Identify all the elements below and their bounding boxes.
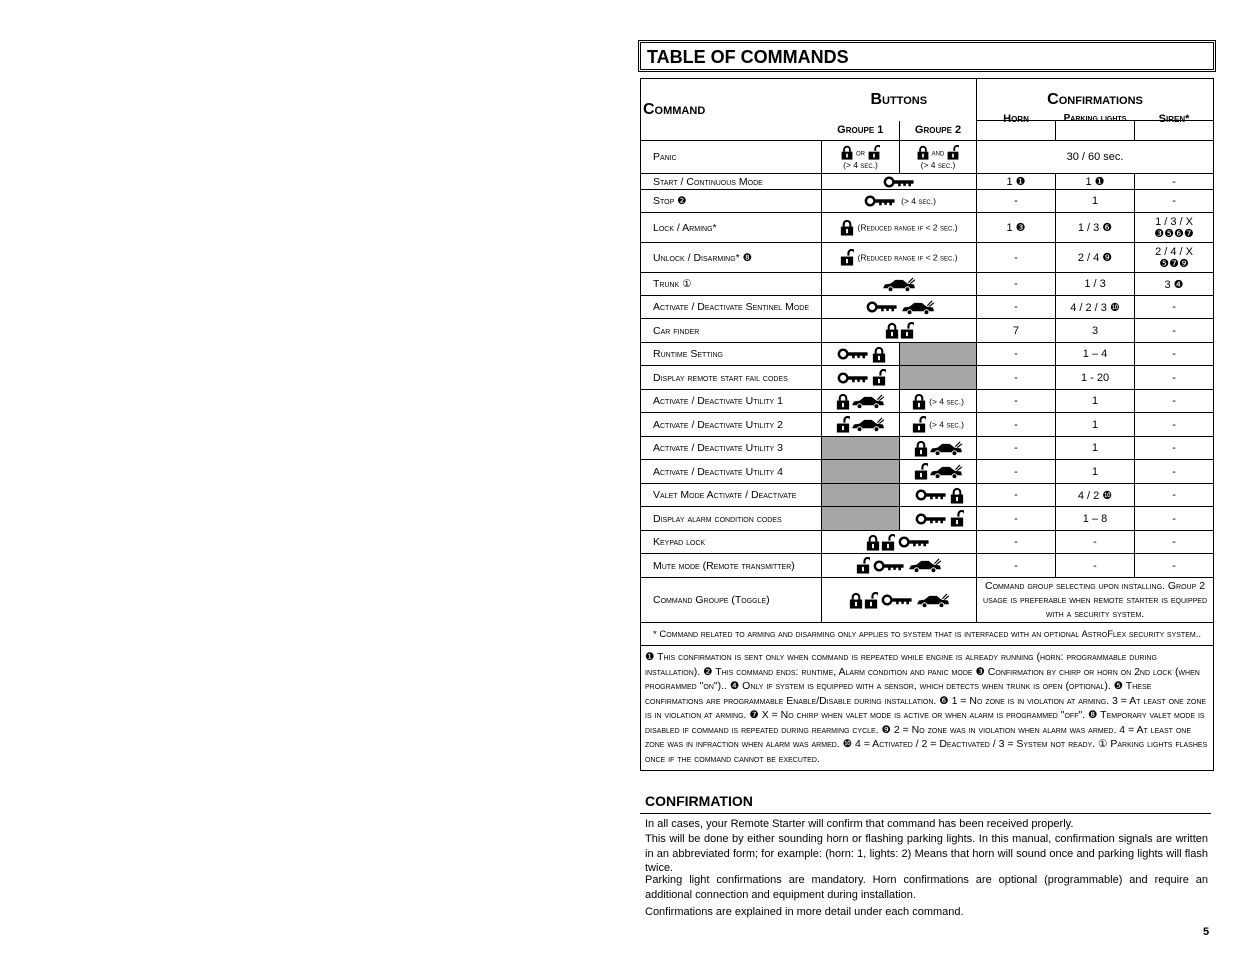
siren-value: 1 / 3 / X — [1155, 215, 1193, 228]
confirmation-notes: ❶ This confirmation is sent only when command is repeated while engine is already running (horn: programmable during installation). ❷ This command ends: runtime, Alarm condition and panic mode ❸ Confirmation by chirp or horn on 2nd lock (when programmed "on").. ❹ Only if system is equipped with a sensor, which detects when trunk is open (optional). ❺ These confirmations are programmable Enable/Disable during installation. ❻ 1 = No zone is in violation at arming. 3 = At least one zone is in violation at arming. ❼ X = No chirp when valet mode is active or when alarm is programmed "off". ❽ Temporary valet mode is disabled if command is repeated during rearming cycle. ❾ 2 = No zone was in violation when alarm was armed. 4 = At least one zone was in infraction when alarm was armed. ❿ 4 = Activated / 2 = Deactivated / 3 = System not ready. ① Parking lights flashes once if the command cannot be executed. — [641, 646, 1214, 771]
siren-cell: - — [1135, 484, 1214, 507]
groupe2-header-cell — [900, 121, 977, 141]
unlock-icon — [840, 249, 854, 266]
horn-cell: - — [977, 243, 1056, 273]
table-row — [641, 319, 1214, 343]
buttons-cell — [822, 554, 977, 578]
siren-notes: ❺❼❾ — [1159, 257, 1189, 270]
car-trunk-icon — [908, 558, 942, 573]
siren-header: Siren* — [1158, 113, 1190, 125]
horn-header-cell — [977, 113, 1056, 141]
confirmation-paragraph-2: This will be done by either sounding horn or flashing parking lights. In this manual, confirmation signals are written in an abbreviated form; for example: (horn: 1, lights: 2) Means that horn will sound once and parking lights will flash twice. — [645, 833, 1208, 874]
siren-cell: - — [1135, 190, 1214, 213]
table-row — [641, 243, 1214, 273]
unlock-icon — [856, 557, 870, 574]
parking-cell: 1 — [1056, 437, 1135, 460]
parking-cell: 1 – 8 — [1056, 507, 1135, 531]
row-label: Panic — [641, 141, 822, 174]
siren-cell — [1135, 243, 1214, 273]
commands-table — [640, 78, 1214, 771]
horn-header: Horn — [1003, 113, 1029, 125]
parking-header: Parking lights — [1063, 113, 1127, 124]
parking-cell: 1 — [1056, 390, 1135, 413]
groupe2-header: Groupe 2 — [914, 124, 962, 137]
lock-icon — [885, 322, 899, 339]
car-trunk-icon — [901, 300, 935, 315]
command-groupe-note: Command group selecting upon installing. Group 2 usage is preferable when remote starter is equipped with a security system. — [977, 578, 1214, 623]
footnote-row — [641, 623, 1214, 646]
and-text: and — [931, 146, 945, 157]
parking-cell: 1 / 3 — [1056, 273, 1135, 296]
row-label: Stop ❷ — [641, 190, 822, 213]
buttons-cell — [822, 319, 977, 343]
siren-cell: - — [1135, 460, 1214, 484]
table-heading: TABLE OF COMMANDS — [647, 47, 849, 67]
group2-unavailable — [900, 366, 977, 390]
table-row — [641, 343, 1214, 366]
row-label: Activate / Deactivate Utility 4 — [641, 460, 822, 484]
siren-cell: - — [1135, 296, 1214, 319]
parking-cell: 4 / 2 ❿ — [1056, 484, 1135, 507]
row-label: Activate / Deactivate Utility 3 — [641, 437, 822, 460]
table-row — [641, 141, 1214, 174]
horn-cell: - — [977, 413, 1056, 437]
horn-cell: 1 ❶ — [977, 174, 1056, 190]
group2-unavailable — [900, 343, 977, 366]
group2-buttons — [900, 437, 977, 460]
car-trunk-icon — [851, 417, 885, 432]
key-icon — [896, 536, 932, 548]
buttons-cell — [822, 174, 977, 190]
horn-cell: - — [977, 273, 1056, 296]
duration-text: (> 4 sec.) — [929, 419, 964, 430]
siren-notes: ❸❺❻❼ — [1154, 227, 1194, 240]
buttons-cell — [822, 213, 977, 243]
panic-group1-buttons — [822, 141, 900, 174]
unlock-icon — [947, 145, 959, 160]
buttons-cell — [822, 243, 977, 273]
horn-cell: - — [977, 507, 1056, 531]
siren-cell: - — [1135, 343, 1214, 366]
row-label: Runtime Setting — [641, 343, 822, 366]
table-row — [641, 531, 1214, 554]
row-label: Start / Continuous Mode — [641, 174, 822, 190]
group2-buttons — [900, 507, 977, 531]
command-header-cell — [641, 79, 822, 141]
car-trunk-icon — [929, 441, 963, 456]
row-label: Keypad lock — [641, 531, 822, 554]
table-row — [641, 460, 1214, 484]
row-label: Activate / Deactivate Utility 2 — [641, 413, 822, 437]
car-trunk-icon — [916, 593, 950, 608]
horn-cell: - — [977, 296, 1056, 319]
duration-text: (> 4 sec.) — [843, 159, 878, 170]
row-label: Activate / Deactivate Utility 1 — [641, 390, 822, 413]
buttons-header-cell — [822, 79, 977, 121]
row-label: Lock / Arming* — [641, 213, 822, 243]
row-label: Car finder — [641, 319, 822, 343]
table-row — [641, 273, 1214, 296]
parking-cell: 2 / 4 ❾ — [1056, 243, 1135, 273]
horn-cell: - — [977, 460, 1056, 484]
parking-cell: 1 — [1056, 413, 1135, 437]
reduced-range-text: (Reduced range if < 2 sec.) — [857, 252, 958, 263]
unlock-icon — [950, 510, 964, 527]
reduced-range-text: (Reduced range if < 2 sec.) — [857, 222, 958, 233]
group1-unavailable — [822, 437, 900, 460]
duration-text: (> 4 sec.) — [929, 395, 964, 406]
table-row — [641, 413, 1214, 437]
key-icon — [871, 560, 907, 572]
key-icon — [835, 348, 871, 360]
confirmation-heading: CONFIRMATION — [645, 793, 753, 809]
row-label: Trunk ① — [641, 273, 822, 296]
parking-cell: - — [1056, 531, 1135, 554]
lock-icon — [917, 145, 929, 160]
parking-cell: 4 / 2 / 3 ❿ — [1056, 296, 1135, 319]
parking-cell: 1 - 20 — [1056, 366, 1135, 390]
siren-cell: - — [1135, 531, 1214, 554]
parking-cell: 1 — [1056, 460, 1135, 484]
lock-icon — [866, 534, 880, 551]
table-row — [641, 366, 1214, 390]
group1-unavailable — [822, 507, 900, 531]
lock-icon — [841, 145, 853, 160]
duration-text: (> 4 sec.) — [920, 159, 956, 170]
group1-unavailable — [822, 484, 900, 507]
parking-cell: 1 / 3 ❻ — [1056, 213, 1135, 243]
confirmation-paragraph-1: In all cases, your Remote Starter will confirm that command has been received properly. — [645, 818, 1074, 830]
buttons-cell — [822, 531, 977, 554]
confirmation-paragraph-4: Confirmations are explained in more detail under each command. — [645, 906, 964, 918]
car-trunk-icon — [929, 464, 963, 479]
buttons-cell — [822, 190, 977, 213]
siren-cell: - — [1135, 390, 1214, 413]
duration-text: (> 4 sec.) — [901, 195, 936, 206]
table-row — [641, 484, 1214, 507]
parking-cell: - — [1056, 554, 1135, 578]
table-row — [641, 578, 1214, 623]
lock-icon — [912, 393, 926, 410]
group2-buttons — [900, 484, 977, 507]
buttons-cell — [822, 273, 977, 296]
table-row — [641, 437, 1214, 460]
group2-buttons — [900, 460, 977, 484]
unlock-icon — [881, 534, 895, 551]
lock-icon — [872, 346, 886, 363]
parking-header-cell — [1056, 113, 1135, 141]
lock-icon — [836, 393, 850, 410]
lock-icon — [950, 487, 964, 504]
command-header: Command — [643, 100, 706, 118]
car-trunk-icon — [882, 277, 916, 292]
siren-cell: - — [1135, 366, 1214, 390]
row-label: Unlock / Disarming* ❽ — [641, 243, 822, 273]
panic-confirm: 30 / 60 sec. — [977, 141, 1214, 174]
notes-row — [641, 646, 1214, 771]
lock-icon — [849, 592, 863, 609]
lock-icon — [840, 219, 854, 236]
table-row — [641, 296, 1214, 319]
group1-buttons — [822, 390, 900, 413]
horn-cell: - — [977, 343, 1056, 366]
siren-cell: 3 ❹ — [1135, 273, 1214, 296]
unlock-icon — [836, 416, 850, 433]
parking-cell: 1 ❶ — [1056, 174, 1135, 190]
siren-cell: - — [1135, 319, 1214, 343]
key-icon — [913, 489, 949, 501]
row-label: Activate / Deactivate Sentinel Mode — [641, 296, 822, 319]
siren-cell: - — [1135, 554, 1214, 578]
siren-cell: - — [1135, 437, 1214, 460]
parking-cell: 1 — [1056, 190, 1135, 213]
divider — [640, 813, 1211, 814]
unlock-icon — [864, 592, 878, 609]
group1-buttons — [822, 413, 900, 437]
key-icon — [864, 301, 900, 313]
horn-cell: - — [977, 366, 1056, 390]
horn-cell: - — [977, 190, 1056, 213]
group2-buttons — [900, 390, 977, 413]
siren-cell: - — [1135, 413, 1214, 437]
buttons-cell — [822, 296, 977, 319]
horn-cell: 1 ❸ — [977, 213, 1056, 243]
key-icon — [881, 176, 917, 188]
table-row — [641, 390, 1214, 413]
buttons-cell — [822, 578, 977, 623]
groupe1-header-cell — [822, 121, 900, 141]
groupe1-header: Groupe 1 — [837, 124, 884, 137]
key-icon — [913, 513, 949, 525]
siren-cell: - — [1135, 507, 1214, 531]
horn-cell: - — [977, 390, 1056, 413]
page-number: 5 — [1203, 926, 1210, 938]
parking-cell: 3 — [1056, 319, 1135, 343]
panic-group2-buttons — [900, 141, 977, 174]
parking-cell: 1 – 4 — [1056, 343, 1135, 366]
siren-cell — [1135, 213, 1214, 243]
horn-cell: - — [977, 484, 1056, 507]
row-label: Mute mode (Remote transmitter) — [641, 554, 822, 578]
unlock-icon — [872, 369, 886, 386]
lock-icon — [914, 440, 928, 457]
horn-cell: 7 — [977, 319, 1056, 343]
buttons-header: Buttons — [870, 90, 928, 108]
group1-unavailable — [822, 460, 900, 484]
horn-cell: - — [977, 554, 1056, 578]
table-row — [641, 507, 1214, 531]
key-icon — [879, 594, 915, 606]
horn-cell: - — [977, 437, 1056, 460]
siren-value: 2 / 4 / X — [1155, 245, 1193, 258]
row-label: Command Groupe (Toggle) — [641, 578, 822, 623]
confirmations-header: Confirmations — [1047, 90, 1143, 108]
or-text: or — [856, 146, 865, 157]
arming-footnote: * Command related to arming and disarming only applies to system that is interfaced with an optional AstroFlex security system.. — [641, 623, 1214, 646]
unlock-icon — [868, 145, 880, 160]
horn-cell: - — [977, 531, 1056, 554]
unlock-icon — [900, 322, 914, 339]
car-trunk-icon — [851, 394, 885, 409]
group1-buttons — [822, 343, 900, 366]
table-row — [641, 190, 1214, 213]
key-icon — [835, 372, 871, 384]
unlock-icon — [914, 463, 928, 480]
confirmation-paragraph-3: Parking light confirmations are mandatory. Horn confirmations are optional (programmable) and require an additional connection and equipment during installation. — [645, 874, 1208, 901]
siren-header-cell — [1135, 113, 1214, 141]
table-heading-box — [638, 40, 1216, 72]
unlock-icon — [912, 416, 926, 433]
key-icon — [862, 195, 898, 207]
row-label: Valet Mode Activate / Deactivate — [641, 484, 822, 507]
table-row — [641, 554, 1214, 578]
group1-buttons — [822, 366, 900, 390]
group2-buttons — [900, 413, 977, 437]
table-row — [641, 213, 1214, 243]
table-row — [641, 174, 1214, 190]
row-label: Display remote start fail codes — [641, 366, 822, 390]
row-label: Display alarm condition codes — [641, 507, 822, 531]
siren-cell: - — [1135, 174, 1214, 190]
